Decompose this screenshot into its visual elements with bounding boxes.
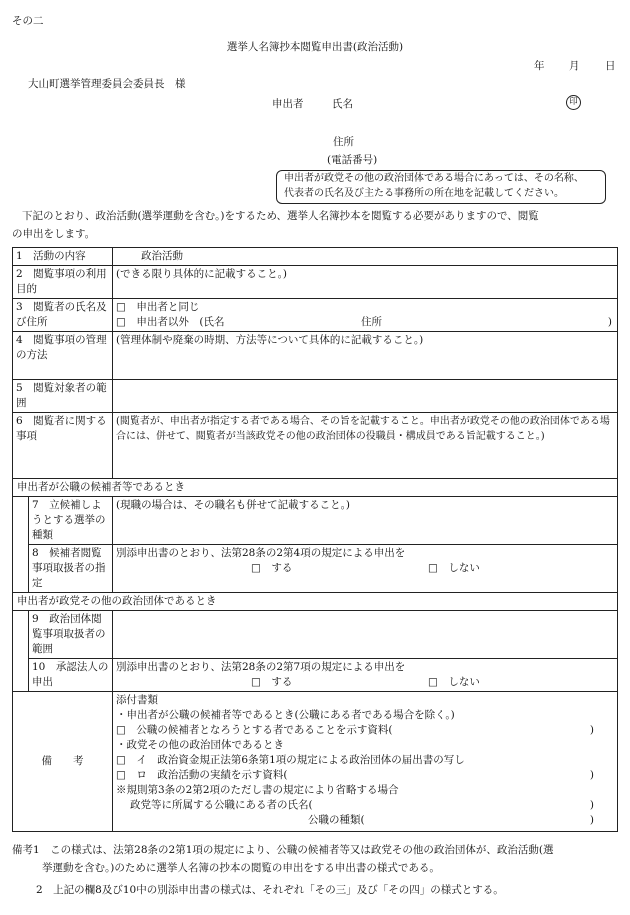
approved-corp-field [113, 659, 618, 692]
viewer-address-label: 住所 [361, 316, 382, 328]
attachment-group-notification-checkbox[interactable]: □ イ 政治資金規正法第6条第1項の規定による政治団体の届出書の写し [116, 754, 465, 766]
approved-corp-yes-checkbox[interactable]: □ する [251, 676, 293, 688]
application-form-table [12, 247, 618, 832]
omission-note: ※規則第3条の2第2項のただし書の規定により省略する場合 [116, 784, 399, 796]
election-type-field[interactable]: (現職の場合は、その職名も併せて記載すること。) [113, 497, 618, 545]
remarks-label: 備 考 [13, 692, 113, 832]
approved-corp-no-checkbox[interactable]: □ しない [428, 676, 480, 688]
row-purpose [13, 266, 618, 299]
group-handler-range-field[interactable] [113, 611, 618, 659]
applicant-label: 申出者 [272, 98, 304, 110]
section-political-group [13, 593, 618, 611]
officeholder-name-field[interactable]: 政党等に所属する公職にある者の氏名( [130, 799, 313, 811]
management-label: 4 閲覧事項の管理の方法 [13, 332, 113, 380]
election-type-label: 7 立候補しようとする選挙の種類 [29, 497, 113, 545]
note-line2: 代表者の氏名及び主たる事務所の所在地を記載してください。 [284, 188, 564, 199]
row-election-type [13, 497, 618, 545]
purpose-label: 2 閲覧事項の利用目的 [13, 266, 113, 299]
remarks-field [113, 692, 618, 832]
management-field[interactable]: (管理体制や廃棄の時期、方法等について具体的に記載すること。) [113, 332, 618, 380]
candidate-handler-no-checkbox[interactable]: □ しない [428, 562, 480, 574]
candidate-handler-label: 8 候補者閲覧事項取扱者の指定 [29, 545, 113, 593]
viewer-info-field[interactable]: (閲覧者が、申出者が指定する者である場合、その旨を記載すること。申出者が政党その他の政治団体である場合には、併せて、閲覧者が当該政党その他の政治団体の役職員・構成員である旨記載すること。) [113, 413, 618, 479]
note-line1: 申出者が政党その他の政治団体である場合にあっては、その名称、 [284, 173, 584, 184]
attachment-group-heading: ・政党その他の政治団体であるとき [116, 739, 284, 751]
group-handler-range-label: 9 政治団体閲覧事項取扱者の範囲 [29, 611, 113, 659]
indent-cell [13, 545, 29, 593]
intro-line1: 下記のとおり、政治活動(選挙運動を含む。)をするため、選挙人名簿抄本を閲覧する必要がありますので、閲覧 [22, 210, 539, 222]
date-month: 月 [569, 60, 580, 72]
seal-mark: 印 [566, 95, 581, 110]
intro-line2: の申出をします。 [12, 228, 96, 240]
target-range-label: 5 閲覧対象者の範囲 [13, 380, 113, 413]
footnote-1-line2: 挙運動を含む。)のために選挙人名簿の抄本の閲覧の申出をする申出書の様式である。 [42, 862, 440, 874]
candidate-handler-text: 別添申出書のとおり、法第28条の2第4項の規定による申出を [116, 547, 406, 559]
name-label: 氏名 [332, 98, 353, 110]
same-as-applicant-option[interactable]: □ 申出者と同じ [116, 301, 200, 313]
row-remarks [13, 692, 618, 832]
indent-cell [13, 659, 29, 692]
approved-corp-text: 別添申出書のとおり、法第28条の2第7項の規定による申出を [116, 661, 406, 673]
form-number: その二 [12, 15, 44, 27]
attachment-activity-record-checkbox[interactable]: □ ロ 政治活動の実績を示す資料( [116, 769, 288, 781]
office-type-field[interactable]: 公職の種類( [308, 814, 365, 826]
approved-corp-label: 10 承認法人の申出 [29, 659, 113, 692]
row-viewer-name [13, 299, 618, 332]
viewer-info-label: 6 閲覧者に関する事項 [13, 413, 113, 479]
date-day: 日 [605, 60, 616, 72]
address-label: 住所 [333, 136, 354, 148]
row-group-handler-range [13, 611, 618, 659]
viewer-name-field[interactable] [113, 299, 618, 332]
attachment-candidate-heading: ・申出者が公職の候補者等であるとき(公職にある者である場合を除く。) [116, 709, 455, 721]
row-viewer-info [13, 413, 618, 479]
candidate-handler-field [113, 545, 618, 593]
row-approved-corp [13, 659, 618, 692]
row-candidate-handler [13, 545, 618, 593]
other-than-applicant-option[interactable]: □ 申出者以外 (氏名 [116, 316, 225, 328]
row-target-range [13, 380, 618, 413]
section-candidate [13, 479, 618, 497]
close-paren: ) [589, 724, 594, 736]
activity-value[interactable]: 政治活動 [113, 248, 618, 266]
footnote-1-line1: 備考1 この様式は、法第28条の2第1項の規定により、公職の候補者等又は政党その他の政治団体が、政治活動(選 [12, 844, 554, 856]
purpose-field[interactable]: (できる限り具体的に記載すること。) [113, 266, 618, 299]
close-paren: ) [589, 814, 594, 826]
activity-label: 1 活動の内容 [13, 248, 113, 266]
indent-cell [13, 497, 29, 545]
target-range-field[interactable] [113, 380, 618, 413]
close-paren: ) [589, 799, 594, 811]
close-paren: ) [589, 769, 594, 781]
row-activity [13, 248, 618, 266]
viewer-name-label: 3 閲覧者の氏名及び住所 [13, 299, 113, 332]
footnote-2: 2 上記の欄8及び10中の別添申出書の様式は、それぞれ「その三」及び「その四」の様式とする。 [36, 884, 504, 896]
addressee: 大山町選挙管理委員会委員長 様 [28, 78, 186, 90]
attachment-candidate-proof-checkbox[interactable]: □ 公職の候補者となろうとする者であることを示す資料( [116, 724, 393, 736]
attachments-title: 添付書類 [116, 694, 158, 706]
section-political-group-heading: 申出者が政党その他の政治団体であるとき [13, 593, 618, 611]
close-paren: ) [607, 316, 612, 328]
row-management [13, 332, 618, 380]
section-candidate-heading: 申出者が公職の候補者等であるとき [13, 479, 618, 497]
phone-label: (電話番号) [327, 154, 378, 166]
candidate-handler-yes-checkbox[interactable]: □ する [251, 562, 293, 574]
date-year: 年 [534, 60, 545, 72]
form-title: 選挙人名簿抄本閲覧申出書(政治活動) [226, 41, 404, 53]
indent-cell [13, 611, 29, 659]
